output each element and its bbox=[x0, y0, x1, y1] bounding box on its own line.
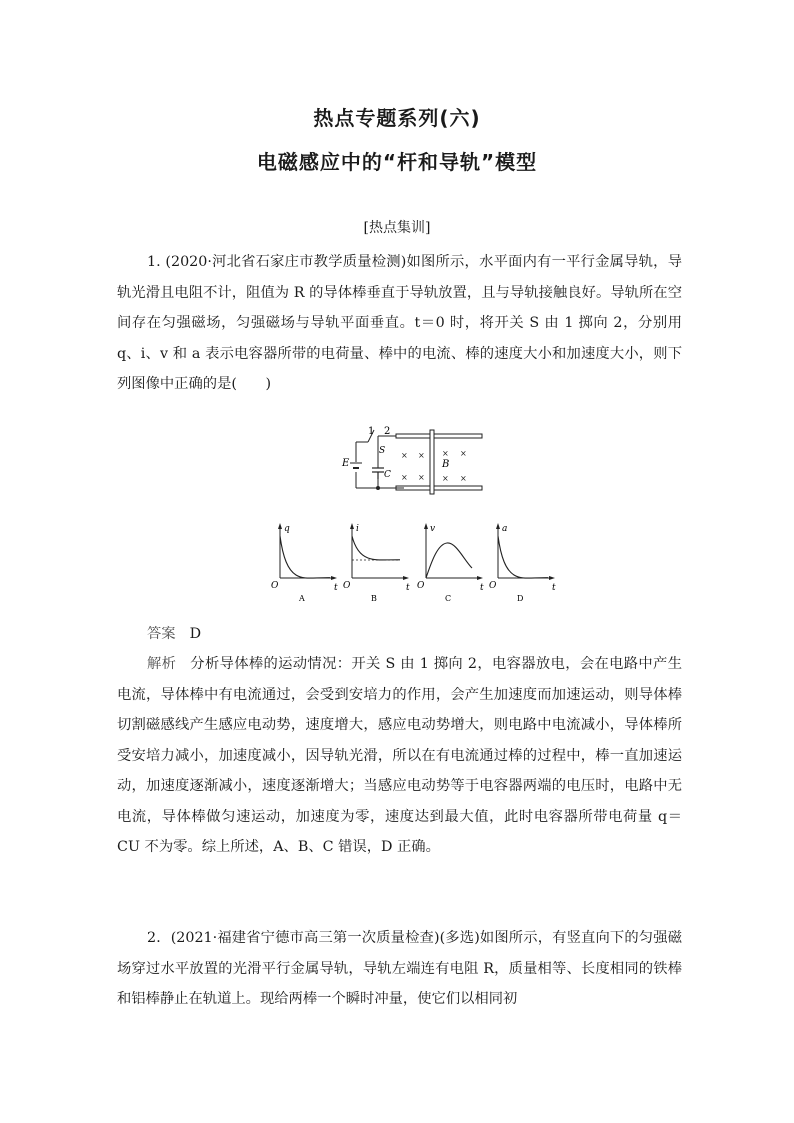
graph-a bbox=[268, 520, 340, 604]
y-axis-label: a bbox=[502, 524, 508, 534]
answer-value: D bbox=[189, 626, 202, 642]
origin-label: O bbox=[343, 581, 351, 591]
junction-dot bbox=[376, 486, 380, 490]
x-axis-label: t bbox=[552, 583, 556, 593]
graph-curve bbox=[426, 543, 472, 578]
capacitor-label: C bbox=[384, 470, 391, 480]
option-label: C bbox=[445, 594, 452, 603]
graph-curve bbox=[280, 536, 330, 578]
field-mark: × bbox=[418, 451, 425, 460]
emf-label: E bbox=[342, 458, 350, 469]
field-mark: × bbox=[418, 473, 425, 482]
field-mark: × bbox=[401, 473, 408, 482]
field-mark: × bbox=[460, 474, 467, 483]
field-mark: × bbox=[442, 474, 449, 483]
graph-c bbox=[414, 520, 486, 604]
answer-line bbox=[147, 619, 201, 650]
section-tag: [热点集训] bbox=[363, 220, 431, 236]
option-label: A bbox=[299, 594, 305, 603]
y-axis-label: q bbox=[284, 524, 290, 534]
x-axis-label: t bbox=[480, 583, 484, 593]
switch-pos-2-label: 2 bbox=[384, 426, 391, 437]
switch-label: S bbox=[379, 446, 386, 456]
field-mark: × bbox=[401, 451, 408, 460]
circuit-wires bbox=[356, 430, 404, 488]
origin-label: O bbox=[417, 581, 425, 591]
field-mark: × bbox=[460, 449, 467, 458]
option-label: B bbox=[371, 594, 377, 603]
page-subtitle: 电磁感应中的“杆和导轨”模型 bbox=[256, 150, 538, 174]
battery-symbol bbox=[350, 463, 362, 468]
graph-curve bbox=[352, 536, 400, 560]
question-1-text: 1. (2020·河北省石家庄市教学质量检测)如图所示，水平面内有一平行金属导轨，导轨光滑且电阻不计，阻值为 R 的导体棒垂直于导轨放置，且与导轨接触良好。导轨所在空间存在匀强磁场，匀强磁场与导轨平面垂直。t＝0 时，将开关 S 由 1 掷向 2，分别用 q、i、v 和 a 表示电容器所带的电荷量、棒中的电流、棒的速度大小和加速度大小，则下列图像中正确的是( ) bbox=[117, 254, 682, 392]
x-axis-label: t bbox=[334, 583, 338, 593]
switch-pos-1-label: 1 bbox=[368, 426, 375, 437]
y-axis-label: i bbox=[356, 524, 359, 534]
guide-rails bbox=[396, 434, 482, 490]
origin-label: O bbox=[489, 581, 497, 591]
page-title: 热点专题系列(六) bbox=[313, 106, 481, 130]
explanation-label: 解析 bbox=[147, 656, 177, 672]
graph-d bbox=[486, 520, 558, 604]
origin-label: O bbox=[271, 581, 279, 591]
circuit-figure bbox=[338, 420, 488, 502]
graph-b bbox=[340, 520, 412, 604]
explanation-paragraph bbox=[117, 649, 682, 863]
x-axis-label: t bbox=[406, 583, 410, 593]
answer-label: 答案 bbox=[147, 626, 176, 642]
field-label: B bbox=[442, 459, 450, 470]
option-label: D bbox=[517, 594, 524, 603]
question-2-text: 2．(2021·福建省宁德市高三第一次质量检查)(多选)如图所示，有竖直向下的匀强磁场穿过水平放置的光滑平行金属导轨，导轨左端连有电阻 R，质量相等、长度相同的铁棒和铝棒静止在轨道上。现给两棒一个瞬时冲量，使它们以相同初 bbox=[117, 930, 682, 1007]
y-axis-label: v bbox=[430, 524, 436, 534]
field-mark: × bbox=[442, 449, 449, 458]
explanation-text: 分析导体棒的运动情况：开关 S 由 1 掷向 2，电容器放电，会在电路中产生电流，导体棒中有电流通过，会受到安培力的作用，会产生加速度而加速运动，则导体棒切割磁感线产生感应电动势，速度增大，感应电动势增大，则电路中电流减小，导体棒所受安培力减小，加速度减小，因导轨光滑，所以在有电流通过棒的过程中，棒一直加速运动，加速度逐渐减小，速度逐渐增大；当感应电动势等于电容器两端的电压时，电路中无电流，导体棒做匀速运动，加速度为零，速度达到最大值，此时电容器所带电荷量 q＝CU 不为零。综上所述，A、B、C 错误，D 正确。 bbox=[117, 656, 682, 855]
capacitor-symbol bbox=[372, 468, 384, 479]
graph-curve bbox=[498, 536, 548, 578]
conductor-rod bbox=[430, 430, 434, 494]
